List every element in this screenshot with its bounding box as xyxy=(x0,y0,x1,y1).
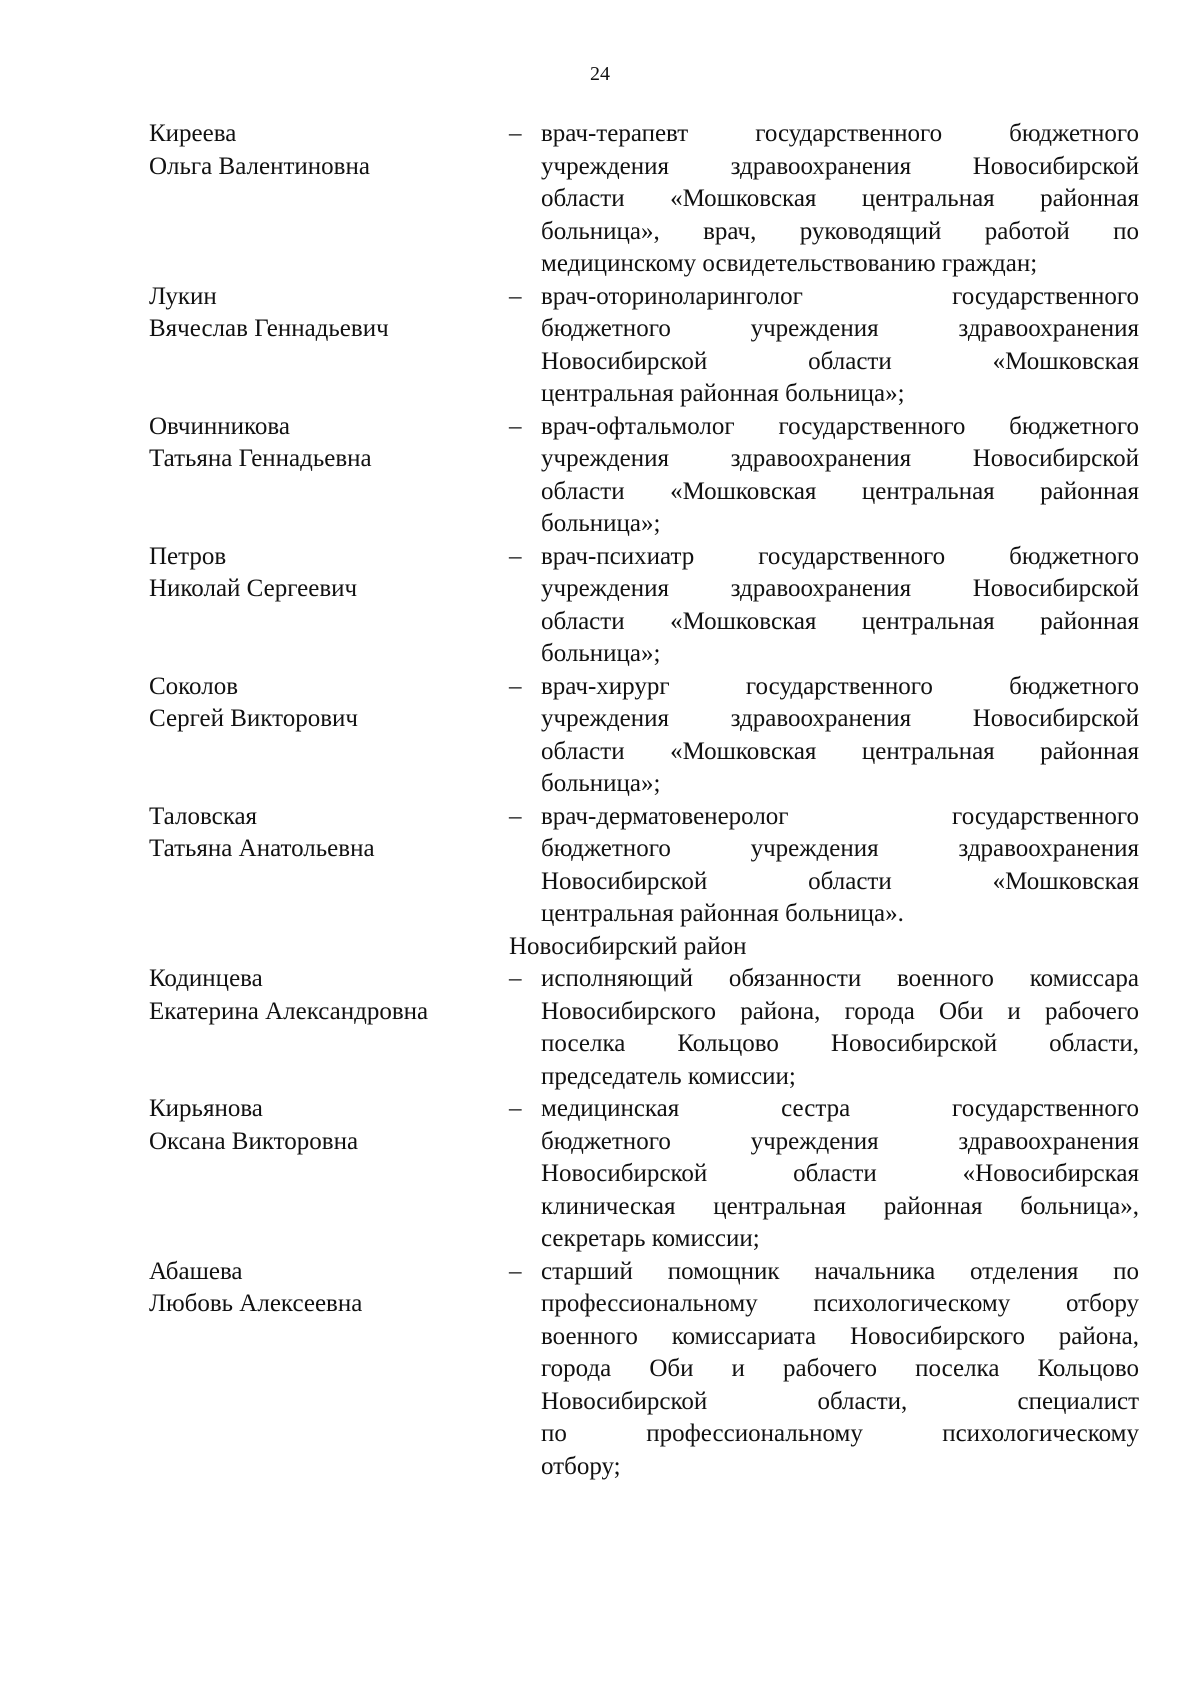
member-position xyxy=(541,411,1139,541)
member-entry xyxy=(0,541,1200,671)
member-surname: Кирьянова xyxy=(149,1095,263,1122)
member-surname: Киреева xyxy=(149,120,237,147)
position-line: учреждения здравоохранения Новосибирской xyxy=(541,575,1139,602)
position-line: Новосибирской области «Мошковская xyxy=(541,867,1139,895)
member-entry xyxy=(0,671,1200,801)
position-line: бюджетного учреждения здравоохранения xyxy=(541,1127,1139,1155)
position-line: клиническая центральная районная больница», xyxy=(541,1192,1139,1220)
member-given-names: Николай Сергеевич xyxy=(149,575,358,602)
position-line: врач-дерматовенеролог государственного xyxy=(541,802,1139,830)
entry-dash: – xyxy=(509,120,522,147)
member-given-names: Оксана Викторовна xyxy=(149,1127,359,1155)
position-line: области «Мошковская центральная районная xyxy=(541,477,1139,505)
position-line: бюджетного учреждения здравоохранения xyxy=(541,315,1139,342)
member-position xyxy=(541,1256,1139,1484)
member-name xyxy=(149,963,509,1028)
entry-dash: – xyxy=(509,965,522,992)
member-surname: Овчинникова xyxy=(149,412,290,440)
member-position xyxy=(541,541,1139,671)
position-line: Новосибирской области, специалист xyxy=(541,1387,1139,1415)
member-position xyxy=(541,281,1139,411)
member-position xyxy=(541,118,1139,281)
entry-dash: – xyxy=(509,802,522,830)
member-name xyxy=(149,411,509,476)
member-surname: Петров xyxy=(149,542,227,570)
member-given-names: Ольга Валентиновна xyxy=(149,152,370,180)
position-line: медицинская сестра государственного xyxy=(541,1095,1139,1122)
member-name xyxy=(149,1256,509,1321)
member-name xyxy=(149,541,509,606)
member-name xyxy=(149,118,509,183)
member-name xyxy=(149,1093,509,1158)
member-position xyxy=(541,1093,1139,1256)
member-position xyxy=(541,801,1139,931)
member-surname: Абашева xyxy=(149,1257,243,1285)
member-name xyxy=(149,671,509,736)
member-entry xyxy=(0,411,1200,541)
position-line: Новосибирской области «Новосибирская xyxy=(541,1160,1139,1187)
position-line: профессиональному психологическому отбору xyxy=(541,1290,1139,1317)
position-line: города Оби и рабочего поселка Кольцово xyxy=(541,1355,1139,1382)
position-line: старший помощник начальника отделения по xyxy=(541,1257,1139,1285)
page-number: 24 xyxy=(590,63,610,85)
member-given-names: Татьяна Геннадьевна xyxy=(149,445,372,472)
position-line: учреждения здравоохранения Новосибирской xyxy=(541,445,1139,472)
member-surname: Кодинцева xyxy=(149,965,263,992)
entry-dash: – xyxy=(509,542,522,570)
position-line: больница», врач, руководящий работой по xyxy=(541,217,1139,245)
member-entry xyxy=(0,963,1200,1093)
section-title: Новосибирский район xyxy=(509,932,747,960)
position-line: области «Мошковская центральная районная xyxy=(541,737,1139,765)
position-line: по профессиональному психологическому xyxy=(541,1420,1139,1447)
position-line: врач-хирург государственного бюджетного xyxy=(541,672,1139,700)
member-position xyxy=(541,963,1139,1093)
position-line: военного комиссариата Новосибирского района, xyxy=(541,1322,1139,1350)
member-given-names: Екатерина Александровна xyxy=(149,997,429,1025)
member-name xyxy=(149,801,509,866)
member-given-names: Вячеслав Геннадьевич xyxy=(149,315,389,342)
position-line: больница»; xyxy=(541,510,661,537)
member-entry xyxy=(0,801,1200,931)
member-position xyxy=(541,671,1139,801)
member-given-names: Любовь Алексеевна xyxy=(149,1290,363,1317)
position-line: больница»; xyxy=(541,770,661,797)
position-line: больница»; xyxy=(541,640,661,667)
position-line: отбору; xyxy=(541,1452,621,1480)
position-line: секретарь комиссии; xyxy=(541,1225,760,1252)
member-entry xyxy=(0,281,1200,411)
position-line: центральная районная больница»; xyxy=(541,380,905,407)
position-line: поселка Кольцово Новосибирской области, xyxy=(541,1030,1139,1057)
entry-dash: – xyxy=(509,282,522,310)
position-line: врач-оториноларинголог государственного xyxy=(541,282,1139,310)
member-group-mashkovsky xyxy=(0,118,1200,931)
entry-dash: – xyxy=(509,672,522,700)
member-entry xyxy=(0,118,1200,281)
position-line: исполняющий обязанности военного комиссара xyxy=(541,965,1139,992)
position-line: Новосибирского района, города Оби и рабочего xyxy=(541,997,1139,1025)
position-line: врач-офтальмолог государственного бюджетного xyxy=(541,412,1139,440)
member-given-names: Татьяна Анатольевна xyxy=(149,835,375,862)
commission-list xyxy=(0,118,1200,1483)
member-surname: Лукин xyxy=(149,282,217,310)
position-line: центральная районная больница». xyxy=(541,900,904,927)
position-line: врач-терапевт государственного бюджетного xyxy=(541,120,1139,147)
member-entry xyxy=(0,1256,1200,1484)
entry-dash: – xyxy=(509,1257,522,1285)
position-line: области «Мошковская центральная районная xyxy=(541,185,1139,212)
position-line: врач-психиатр государственного бюджетного xyxy=(541,542,1139,570)
member-entry xyxy=(0,1093,1200,1256)
member-group-novosibirsk xyxy=(0,963,1200,1483)
entry-dash: – xyxy=(509,412,522,440)
position-line: председатель комиссии; xyxy=(541,1062,796,1090)
position-line: области «Мошковская центральная районная xyxy=(541,607,1139,635)
position-line: бюджетного учреждения здравоохранения xyxy=(541,835,1139,862)
position-line: медицинскому освидетельствованию граждан; xyxy=(541,250,1038,277)
position-line: Новосибирской области «Мошковская xyxy=(541,347,1139,375)
position-line: учреждения здравоохранения Новосибирской xyxy=(541,152,1139,180)
position-line: учреждения здравоохранения Новосибирской xyxy=(541,705,1139,732)
member-surname: Таловская xyxy=(149,802,258,830)
entry-dash: – xyxy=(509,1095,522,1122)
member-surname: Соколов xyxy=(149,672,239,700)
member-given-names: Сергей Викторович xyxy=(149,705,358,732)
member-name xyxy=(149,281,509,346)
